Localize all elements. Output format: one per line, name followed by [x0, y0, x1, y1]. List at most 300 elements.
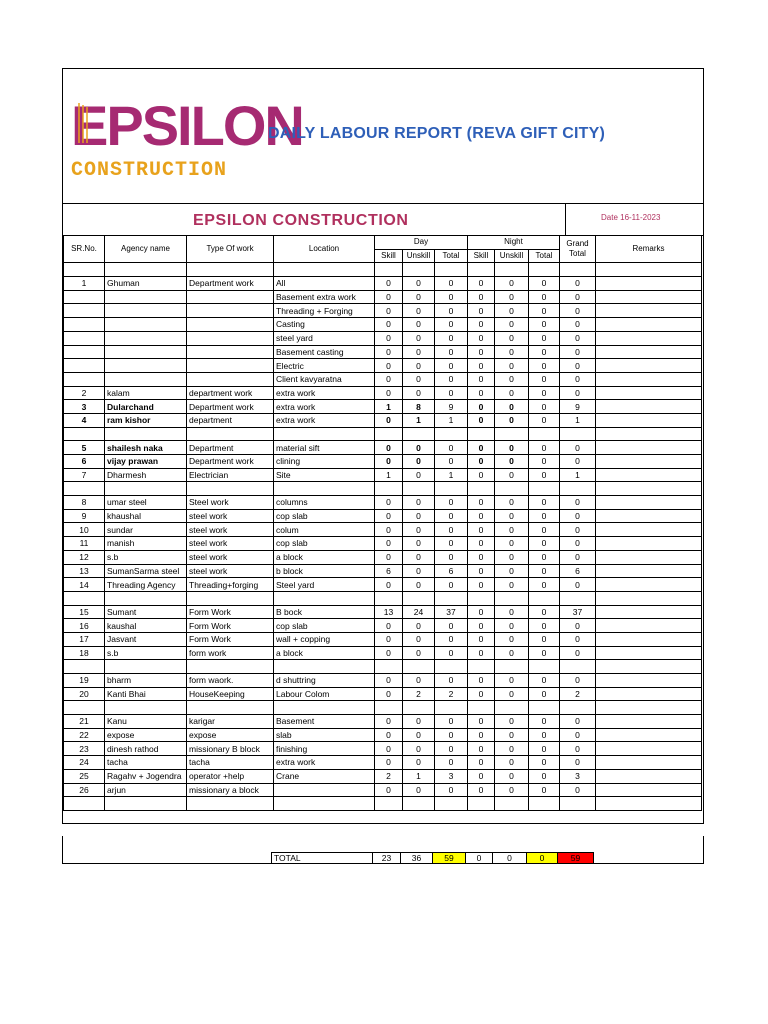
col-header-night-total: Total — [529, 249, 560, 263]
night-skill-cell: 0 — [468, 687, 495, 701]
night-unskill-cell: 0 — [495, 455, 529, 469]
type-cell — [187, 331, 274, 345]
table-row — [64, 632, 702, 646]
location-cell: Steel yard — [274, 578, 375, 592]
total-label: TOTAL — [272, 853, 373, 864]
day-total-cell: 3 — [435, 769, 468, 783]
night-skill-cell: 0 — [468, 441, 495, 455]
grand-total-cell: 0 — [560, 331, 596, 345]
day-skill-cell: 0 — [375, 783, 403, 797]
table-row — [64, 509, 702, 523]
grand-total-cell: 0 — [560, 345, 596, 359]
agency-cell: dinesh rathod — [105, 742, 187, 756]
remarks-cell — [596, 564, 702, 578]
agency-cell: kaushal — [105, 619, 187, 633]
night-unskill-cell: 0 — [495, 290, 529, 304]
col-header-day-total: Total — [435, 249, 468, 263]
agency-cell: shailesh naka — [105, 441, 187, 455]
type-cell — [187, 359, 274, 373]
day-unskill-cell: 0 — [403, 632, 435, 646]
col-header-night: Night — [468, 236, 560, 250]
day-skill-cell: 0 — [375, 687, 403, 701]
day-skill-cell: 0 — [375, 523, 403, 537]
type-cell: missionary B block — [187, 742, 274, 756]
night-skill-cell: 0 — [468, 523, 495, 537]
table-row — [64, 646, 702, 660]
svg-text:CONSTRUCTION: CONSTRUCTION — [71, 159, 228, 182]
grand-total-cell: 0 — [560, 523, 596, 537]
location-cell: a block — [274, 646, 375, 660]
remarks-cell — [596, 290, 702, 304]
table-row — [64, 359, 702, 373]
night-skill-cell: 0 — [468, 605, 495, 619]
day-unskill-cell: 24 — [403, 605, 435, 619]
total-night-unskill: 0 — [493, 853, 527, 864]
agency-cell — [105, 331, 187, 345]
grand-total-cell: 0 — [560, 783, 596, 797]
day-total-cell: 1 — [435, 413, 468, 427]
type-cell — [187, 372, 274, 386]
night-unskill-cell: 0 — [495, 756, 529, 770]
day-skill-cell: 6 — [375, 564, 403, 578]
night-unskill-cell: 0 — [495, 509, 529, 523]
day-skill-cell: 0 — [375, 756, 403, 770]
day-unskill-cell: 0 — [403, 372, 435, 386]
day-unskill-cell: 0 — [403, 496, 435, 510]
location-cell: extra work — [274, 756, 375, 770]
type-cell: form waork. — [187, 674, 274, 688]
total-night-total: 0 — [527, 853, 558, 864]
day-total-cell: 0 — [435, 277, 468, 291]
night-total-cell: 0 — [529, 742, 560, 756]
labour-table — [63, 235, 702, 811]
night-skill-cell: 0 — [468, 455, 495, 469]
spacer-row — [64, 482, 702, 496]
spacer-row — [64, 701, 702, 715]
total-label: Total — [569, 249, 586, 259]
table-row — [64, 372, 702, 386]
night-total-cell: 0 — [529, 277, 560, 291]
day-skill-cell: 0 — [375, 331, 403, 345]
day-total-cell: 0 — [435, 304, 468, 318]
type-cell: Department work — [187, 400, 274, 414]
location-cell: Electric — [274, 359, 375, 373]
remarks-cell — [596, 619, 702, 633]
col-header-night-skill: Skill — [468, 249, 495, 263]
remarks-cell — [596, 605, 702, 619]
location-cell: cop slab — [274, 619, 375, 633]
agency-cell: s.b — [105, 550, 187, 564]
agency-cell — [105, 290, 187, 304]
night-skill-cell: 0 — [468, 619, 495, 633]
location-cell: Basement casting — [274, 345, 375, 359]
type-cell: Form Work — [187, 619, 274, 633]
location-cell: cop slab — [274, 537, 375, 551]
day-skill-cell: 0 — [375, 386, 403, 400]
location-cell: Crane — [274, 769, 375, 783]
night-unskill-cell: 0 — [495, 277, 529, 291]
remarks-cell — [596, 674, 702, 688]
remarks-cell — [596, 345, 702, 359]
grand-total-cell: 9 — [560, 400, 596, 414]
night-unskill-cell: 0 — [495, 687, 529, 701]
type-cell: form work — [187, 646, 274, 660]
remarks-cell — [596, 331, 702, 345]
remarks-cell — [596, 756, 702, 770]
table-row — [64, 441, 702, 455]
location-cell: columns — [274, 496, 375, 510]
night-skill-cell: 0 — [468, 372, 495, 386]
table-row — [64, 715, 702, 729]
night-total-cell: 0 — [529, 728, 560, 742]
day-skill-cell: 0 — [375, 728, 403, 742]
day-unskill-cell: 0 — [403, 537, 435, 551]
sr-cell: 10 — [64, 523, 105, 537]
night-skill-cell: 0 — [468, 674, 495, 688]
night-unskill-cell: 0 — [495, 715, 529, 729]
day-unskill-cell: 0 — [403, 715, 435, 729]
day-skill-cell: 0 — [375, 304, 403, 318]
sr-cell: 20 — [64, 687, 105, 701]
remarks-cell — [596, 413, 702, 427]
remarks-cell — [596, 646, 702, 660]
remarks-cell — [596, 742, 702, 756]
type-cell — [187, 290, 274, 304]
day-total-cell: 0 — [435, 674, 468, 688]
agency-cell: Threading Agency — [105, 578, 187, 592]
night-total-cell: 0 — [529, 756, 560, 770]
total-section — [62, 836, 704, 864]
night-unskill-cell: 0 — [495, 769, 529, 783]
grand-total-cell: 0 — [560, 756, 596, 770]
location-cell: extra work — [274, 386, 375, 400]
day-skill-cell: 0 — [375, 619, 403, 633]
day-unskill-cell: 0 — [403, 277, 435, 291]
night-skill-cell: 0 — [468, 509, 495, 523]
sr-cell: 6 — [64, 455, 105, 469]
day-total-cell: 0 — [435, 537, 468, 551]
grand-total-cell: 0 — [560, 632, 596, 646]
night-skill-cell: 0 — [468, 277, 495, 291]
night-total-cell: 0 — [529, 496, 560, 510]
remarks-cell — [596, 441, 702, 455]
night-unskill-cell: 0 — [495, 550, 529, 564]
night-skill-cell: 0 — [468, 537, 495, 551]
col-header-sr: SR.No. — [64, 236, 105, 263]
sr-cell: 13 — [64, 564, 105, 578]
night-skill-cell: 0 — [468, 756, 495, 770]
day-unskill-cell: 0 — [403, 728, 435, 742]
day-skill-cell: 0 — [375, 290, 403, 304]
sr-cell: 4 — [64, 413, 105, 427]
agency-cell: kalam — [105, 386, 187, 400]
day-total-cell: 0 — [435, 372, 468, 386]
day-unskill-cell: 0 — [403, 646, 435, 660]
type-cell — [187, 304, 274, 318]
night-total-cell: 0 — [529, 619, 560, 633]
day-unskill-cell: 0 — [403, 578, 435, 592]
day-total-cell: 0 — [435, 496, 468, 510]
day-skill-cell: 0 — [375, 715, 403, 729]
col-header-remarks: Remarks — [596, 236, 702, 263]
day-unskill-cell: 0 — [403, 290, 435, 304]
night-total-cell: 0 — [529, 318, 560, 332]
report-date: Date 16-11-2023 — [601, 213, 661, 222]
day-unskill-cell: 0 — [403, 304, 435, 318]
table-row — [64, 674, 702, 688]
day-unskill-cell: 0 — [403, 550, 435, 564]
location-cell: B bock — [274, 605, 375, 619]
sr-cell: 16 — [64, 619, 105, 633]
grand-total-cell: 0 — [560, 550, 596, 564]
location-cell: Client kavyaratna — [274, 372, 375, 386]
night-unskill-cell: 0 — [495, 742, 529, 756]
type-cell: Department — [187, 441, 274, 455]
night-unskill-cell: 0 — [495, 331, 529, 345]
remarks-cell — [596, 359, 702, 373]
night-skill-cell: 0 — [468, 783, 495, 797]
type-cell: department — [187, 413, 274, 427]
day-total-cell: 0 — [435, 509, 468, 523]
night-total-cell: 0 — [529, 386, 560, 400]
grand-total-cell: 1 — [560, 413, 596, 427]
sr-cell: 26 — [64, 783, 105, 797]
day-total-cell: 6 — [435, 564, 468, 578]
day-skill-cell: 0 — [375, 674, 403, 688]
location-cell — [274, 783, 375, 797]
night-unskill-cell: 0 — [495, 413, 529, 427]
night-unskill-cell: 0 — [495, 728, 529, 742]
location-cell: a block — [274, 550, 375, 564]
night-skill-cell: 0 — [468, 386, 495, 400]
agency-cell: vijay prawan — [105, 455, 187, 469]
day-unskill-cell: 0 — [403, 619, 435, 633]
day-skill-cell: 13 — [375, 605, 403, 619]
sr-cell: 22 — [64, 728, 105, 742]
table-row — [64, 277, 702, 291]
grand-total-cell: 6 — [560, 564, 596, 578]
location-cell: Site — [274, 468, 375, 482]
sr-cell: 15 — [64, 605, 105, 619]
day-unskill-cell: 1 — [403, 413, 435, 427]
location-cell: colum — [274, 523, 375, 537]
sr-cell: 7 — [64, 468, 105, 482]
night-skill-cell: 0 — [468, 564, 495, 578]
company-title: EPSILON CONSTRUCTION — [193, 212, 409, 229]
agency-cell: sundar — [105, 523, 187, 537]
col-header-type: Type Of work — [187, 236, 274, 263]
agency-cell: Jasvant — [105, 632, 187, 646]
type-cell — [187, 345, 274, 359]
night-skill-cell: 0 — [468, 413, 495, 427]
night-unskill-cell: 0 — [495, 304, 529, 318]
sr-cell — [64, 345, 105, 359]
agency-cell: Ragahv + Jogendra — [105, 769, 187, 783]
remarks-cell — [596, 578, 702, 592]
day-skill-cell: 0 — [375, 537, 403, 551]
day-skill-cell: 2 — [375, 769, 403, 783]
night-unskill-cell: 0 — [495, 674, 529, 688]
agency-cell: Dularchand — [105, 400, 187, 414]
agency-cell: Kanti Bhai — [105, 687, 187, 701]
agency-cell: umar steel — [105, 496, 187, 510]
type-cell: Department work — [187, 455, 274, 469]
grand-total-cell: 0 — [560, 728, 596, 742]
sr-cell: 18 — [64, 646, 105, 660]
night-total-cell: 0 — [529, 372, 560, 386]
night-unskill-cell: 0 — [495, 632, 529, 646]
sr-cell — [64, 290, 105, 304]
day-total-cell: 0 — [435, 742, 468, 756]
remarks-cell — [596, 523, 702, 537]
location-cell: steel yard — [274, 331, 375, 345]
remarks-cell — [596, 277, 702, 291]
grand-total-cell: 0 — [560, 646, 596, 660]
day-unskill-cell: 0 — [403, 742, 435, 756]
sr-cell: 5 — [64, 441, 105, 455]
day-skill-cell: 1 — [375, 400, 403, 414]
sr-cell — [64, 304, 105, 318]
day-total-cell: 0 — [435, 441, 468, 455]
night-unskill-cell: 0 — [495, 523, 529, 537]
grand-total-cell: 0 — [560, 496, 596, 510]
night-skill-cell: 0 — [468, 715, 495, 729]
night-total-cell: 0 — [529, 413, 560, 427]
day-unskill-cell: 0 — [403, 756, 435, 770]
type-cell: Department work — [187, 277, 274, 291]
day-skill-cell: 0 — [375, 742, 403, 756]
table-row — [64, 564, 702, 578]
remarks-cell — [596, 468, 702, 482]
night-skill-cell: 0 — [468, 359, 495, 373]
grand-total-cell: 0 — [560, 441, 596, 455]
day-skill-cell: 0 — [375, 345, 403, 359]
day-total-cell: 9 — [435, 400, 468, 414]
night-unskill-cell: 0 — [495, 359, 529, 373]
grand-total-cell: 0 — [560, 537, 596, 551]
sr-cell: 9 — [64, 509, 105, 523]
day-total-cell: 0 — [435, 523, 468, 537]
day-skill-cell: 0 — [375, 455, 403, 469]
day-skill-cell: 0 — [375, 550, 403, 564]
night-total-cell: 0 — [529, 304, 560, 318]
agency-cell: bharm — [105, 674, 187, 688]
sr-cell: 11 — [64, 537, 105, 551]
day-total-cell: 37 — [435, 605, 468, 619]
sr-cell: 8 — [64, 496, 105, 510]
night-skill-cell: 0 — [468, 550, 495, 564]
sr-cell: 3 — [64, 400, 105, 414]
day-unskill-cell: 0 — [403, 345, 435, 359]
table-row — [64, 304, 702, 318]
night-total-cell: 0 — [529, 359, 560, 373]
night-unskill-cell: 0 — [495, 441, 529, 455]
day-total-cell: 0 — [435, 728, 468, 742]
grand-total-cell: 0 — [560, 509, 596, 523]
night-total-cell: 0 — [529, 537, 560, 551]
sr-cell: 24 — [64, 756, 105, 770]
location-cell: extra work — [274, 400, 375, 414]
sr-cell: 25 — [64, 769, 105, 783]
location-cell: material sift — [274, 441, 375, 455]
agency-cell: ram kishor — [105, 413, 187, 427]
remarks-cell — [596, 537, 702, 551]
day-unskill-cell: 0 — [403, 509, 435, 523]
table-row — [64, 756, 702, 770]
remarks-cell — [596, 715, 702, 729]
location-cell: Casting — [274, 318, 375, 332]
day-skill-cell: 0 — [375, 441, 403, 455]
night-total-cell: 0 — [529, 605, 560, 619]
type-cell: steel work — [187, 564, 274, 578]
sr-cell: 1 — [64, 277, 105, 291]
remarks-cell — [596, 496, 702, 510]
agency-cell: arjun — [105, 783, 187, 797]
night-unskill-cell: 0 — [495, 386, 529, 400]
location-cell: slab — [274, 728, 375, 742]
agency-cell: Sumant — [105, 605, 187, 619]
type-cell: Threading+forging — [187, 578, 274, 592]
type-cell: steel work — [187, 550, 274, 564]
location-cell: finishing — [274, 742, 375, 756]
location-cell: Threading + Forging — [274, 304, 375, 318]
col-header-agency: Agency name — [105, 236, 187, 263]
remarks-cell — [596, 728, 702, 742]
night-total-cell: 0 — [529, 345, 560, 359]
location-cell: cop slab — [274, 509, 375, 523]
night-unskill-cell: 0 — [495, 468, 529, 482]
col-header-day-unskill: Unskill — [403, 249, 435, 263]
day-unskill-cell: 0 — [403, 523, 435, 537]
grand-total-cell: 2 — [560, 687, 596, 701]
table-row — [64, 537, 702, 551]
total-row — [271, 852, 594, 864]
table-row — [64, 386, 702, 400]
sr-cell: 17 — [64, 632, 105, 646]
agency-cell — [105, 372, 187, 386]
night-skill-cell: 0 — [468, 728, 495, 742]
night-total-cell: 0 — [529, 550, 560, 564]
day-total-cell: 0 — [435, 455, 468, 469]
night-unskill-cell: 0 — [495, 496, 529, 510]
day-unskill-cell: 0 — [403, 441, 435, 455]
report-header — [63, 69, 703, 204]
night-total-cell: 0 — [529, 715, 560, 729]
day-total-cell: 1 — [435, 468, 468, 482]
sr-cell — [64, 331, 105, 345]
grand-total-cell: 3 — [560, 769, 596, 783]
type-cell: Electrician — [187, 468, 274, 482]
night-skill-cell: 0 — [468, 345, 495, 359]
remarks-cell — [596, 687, 702, 701]
sr-cell: 12 — [64, 550, 105, 564]
day-total-cell: 0 — [435, 345, 468, 359]
agency-cell: Kanu — [105, 715, 187, 729]
grand-total-cell: 0 — [560, 304, 596, 318]
night-unskill-cell: 0 — [495, 646, 529, 660]
night-total-cell: 0 — [529, 523, 560, 537]
grand-total-cell: 1 — [560, 468, 596, 482]
day-unskill-cell: 1 — [403, 769, 435, 783]
table-row — [64, 550, 702, 564]
remarks-cell — [596, 372, 702, 386]
day-skill-cell: 0 — [375, 578, 403, 592]
agency-cell: khaushal — [105, 509, 187, 523]
day-skill-cell: 0 — [375, 632, 403, 646]
night-unskill-cell: 0 — [495, 537, 529, 551]
night-skill-cell: 0 — [468, 632, 495, 646]
table-row — [64, 605, 702, 619]
